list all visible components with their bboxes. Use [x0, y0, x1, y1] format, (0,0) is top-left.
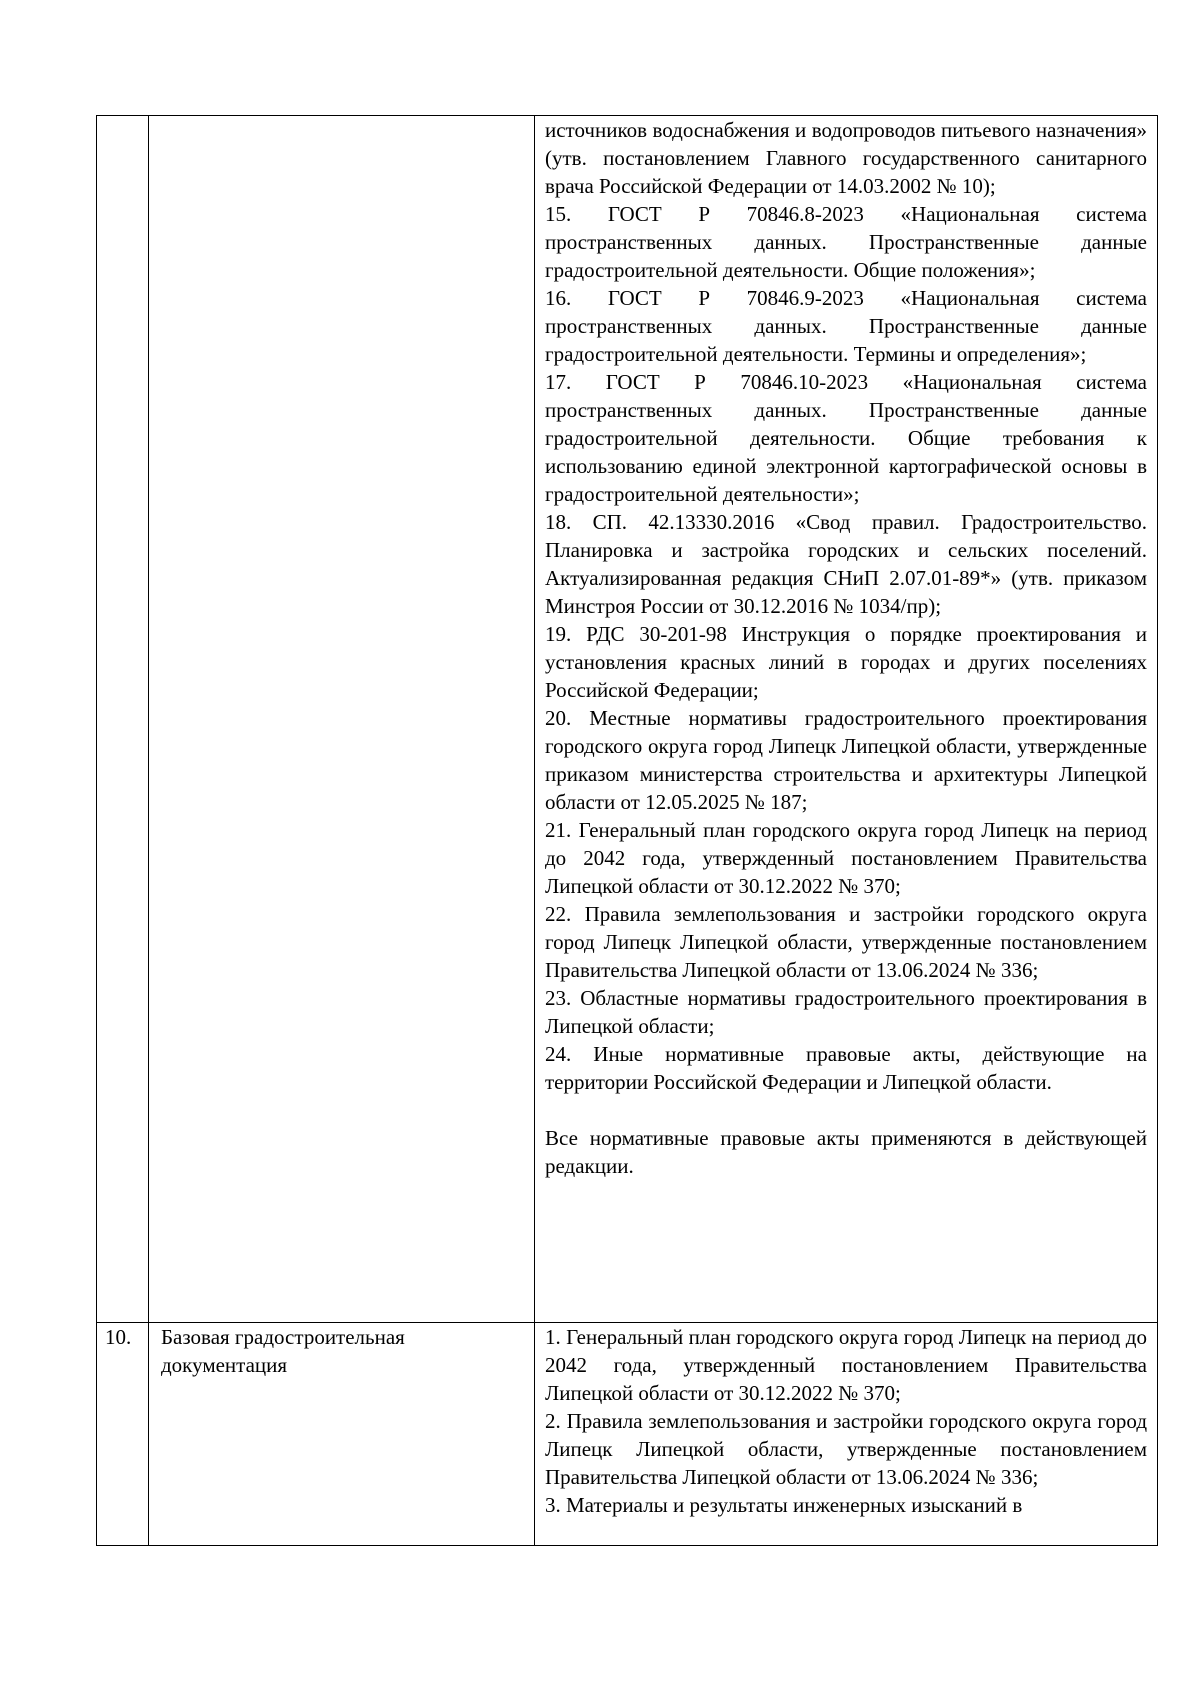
row-name-cell: [149, 1323, 535, 1546]
row-number: 10.: [105, 1325, 132, 1349]
row-name-cell: [149, 116, 535, 1323]
list-item: 17. ГОСТ Р 70846.10-2023 «Национальная система пространственных данных. Пространственные данные градостроительной деятельности. Общие требования к использованию единой электронной картографической основы в градостроительной деятельности»;: [545, 370, 1147, 506]
list-item: 1. Генеральный план городского округа город Липецк на период до 2042 года, утвержденный постановлением Правительства Липецкой области от 30.12.2022 № 370;: [545, 1325, 1147, 1405]
row-name: Базовая градостроительная документация: [161, 1325, 405, 1377]
closing-note: Все нормативные правовые акты применяются в действующей редакции.: [545, 1126, 1147, 1178]
row-number-cell: [97, 116, 149, 1323]
list-item: 21. Генеральный план городского округа город Липецк на период до 2042 года, утвержденный постановлением Правительства Липецкой области от 30.12.2022 № 370;: [545, 818, 1147, 898]
row-text-cell: [535, 116, 1158, 1323]
list-item: 16. ГОСТ Р 70846.9-2023 «Национальная система пространственных данных. Пространственные данные градостроительной деятельности. Термины и определения»;: [545, 286, 1147, 366]
list-item: 15. ГОСТ Р 70846.8-2023 «Национальная система пространственных данных. Пространственные данные градостроительной деятельности. Общие положения»;: [545, 202, 1147, 282]
list-item: 20. Местные нормативы градостроительного проектирования городского округа город Липецк Липецкой области, утвержденные приказом министерства строительства и архитектуры Липецкой области от 12.05.2025 № 187;: [545, 706, 1147, 814]
list-item: 19. РДС 30-201-98 Инструкция о порядке проектирования и установления красных линий в городах и других поселениях Российской Федерации;: [545, 622, 1147, 702]
list-item: 2. Правила землепользования и застройки городского округа город Липецк Липецкой области, утвержденные постановлением Правительства Липецкой области от 13.06.2024 № 336;: [545, 1409, 1147, 1489]
table-row: [97, 116, 1158, 1323]
list-item: источников водоснабжения и водопроводов питьевого назначения» (утв. постановлением Главного государственного санитарного врача Российской Федерации от 14.03.2002 № 10);: [545, 118, 1147, 198]
table-row: [97, 1323, 1158, 1546]
row-number-cell: [97, 1323, 149, 1546]
list-item: 3. Материалы и результаты инженерных изысканий в: [545, 1493, 1023, 1517]
row-text-cell: [535, 1323, 1158, 1546]
list-item: 22. Правила землепользования и застройки городского округа город Липецк Липецкой области, утвержденные постановлением Правительства Липецкой области от 13.06.2024 № 336;: [545, 902, 1147, 982]
list-item: 24. Иные нормативные правовые акты, действующие на территории Российской Федерации и Липецкой области.: [545, 1042, 1147, 1094]
requirements-table: [96, 115, 1158, 1546]
list-item: 18. СП. 42.13330.2016 «Свод правил. Градостроительство. Планировка и застройка городских и сельских поселений. Актуализированная редакция СНиП 2.07.01-89*» (утв. приказом Минстроя России от 30.12.2016 № 1034/пр);: [545, 510, 1147, 618]
list-item: 23. Областные нормативы градостроительного проектирования в Липецкой области;: [545, 986, 1147, 1038]
